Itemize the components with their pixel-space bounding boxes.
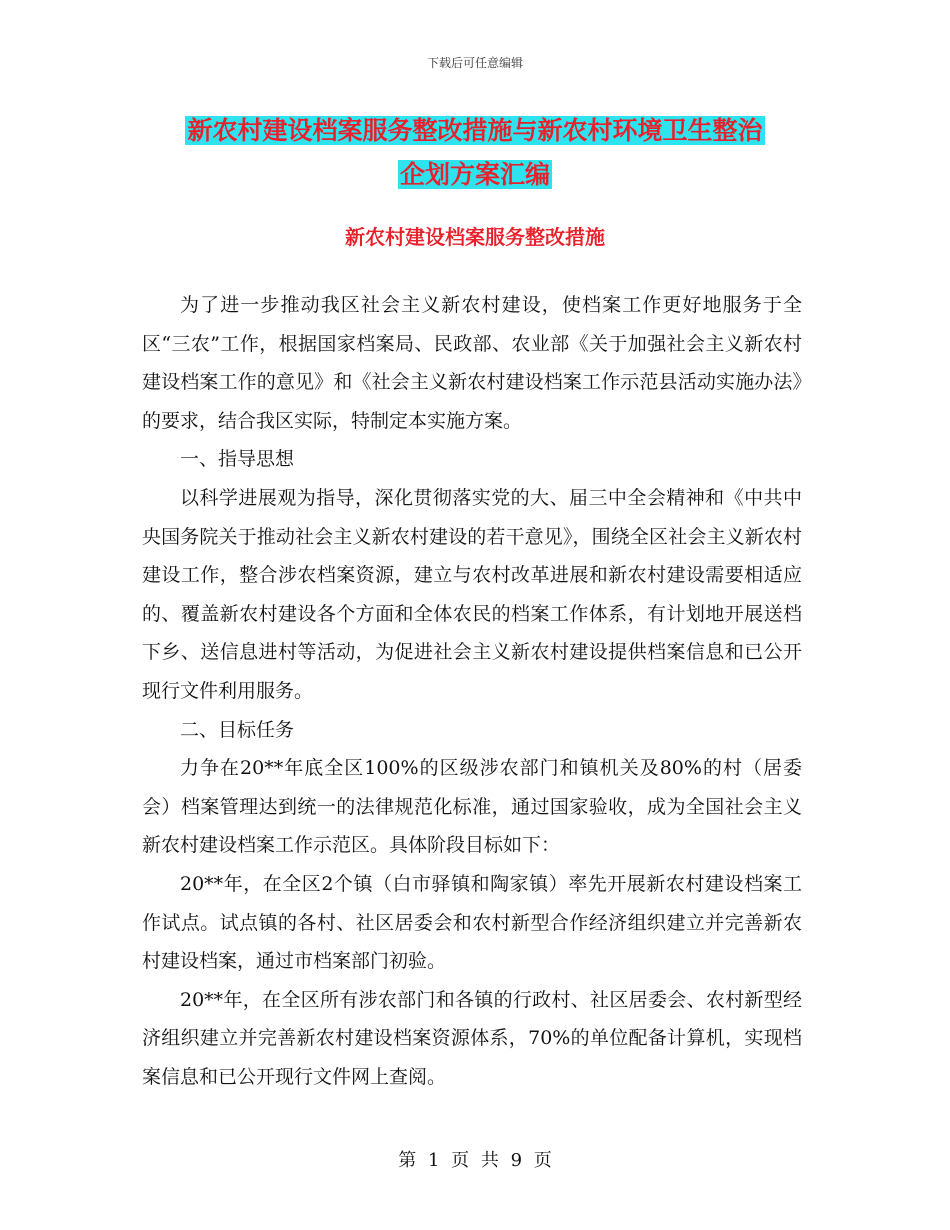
paragraph-intro: 为了进一步推动我区社会主义新农村建设，使档案工作更好地服务于全区“三农”工作，根据国家档案局、民政部、农业部《关于加强社会主义新农村建设档案工作的意见》和《社会主义新农村建设档案工作示范县活动实施办法》的要求，结合我区实际，特制定本实施方案。	[142, 294, 802, 432]
document-title-line-2	[0, 155, 950, 195]
section-title: 新农村建设档案服务整改措施	[345, 225, 605, 249]
title-line-1-text: 新农村建设档案服务整改措施与新农村环境卫生整治	[187, 116, 763, 145]
title-line-2-text: 企划方案汇编	[399, 160, 550, 189]
document-title-line-1	[0, 111, 950, 151]
paragraph-stage-2: 20**年，在全区所有涉农部门和各镇的行政村、社区居委会、农村新型经济组织建立并完善新农村建设档案资源体系，70%的单位配备计算机，实现档案信息和已公开现行文件网上查阅。	[142, 988, 802, 1088]
paragraph-guiding-ideology: 以科学进展观为指导，深化贯彻落实党的大、届三中全会精神和《中共中央国务院关于推动社会主义新农村建设的若干意见》，围绕全区社会主义新农村建设工作，整合涉农档案资源，建立与农村改革进展和新农村建设需要相适应的、覆盖新农村建设各个方面和全体农民的档案工作体系，有计划地开展送档下乡、送信息进村等活动，为促进社会主义新农村建设提供档案信息和已公开现行文件利用服务。	[142, 486, 802, 702]
heading-guiding-ideology: 一、指导思想	[180, 448, 295, 471]
page-header-note: 下载后可任意编辑	[426, 56, 523, 70]
page-number-footer: 第 1 页 共 9 页	[398, 1150, 552, 1171]
paragraph-target-tasks: 力争在20**年底全区100%的区级涉农部门和镇机关及80%的村（居委会）档案管理达到统一的法律规范化标准，通过国家验收，成为全国社会主义新农村建设档案工作示范区。具体阶段目标如下：	[142, 757, 802, 857]
heading-target-tasks: 二、目标任务	[180, 718, 295, 741]
document-body	[142, 286, 802, 1096]
paragraph-stage-1: 20**年，在全区2个镇（白市驿镇和陶家镇）率先开展新农村建设档案工作试点。试点镇的各村、社区居委会和农村新型合作经济组织建立并完善新农村建设档案，通过市档案部门初验。	[142, 872, 802, 973]
